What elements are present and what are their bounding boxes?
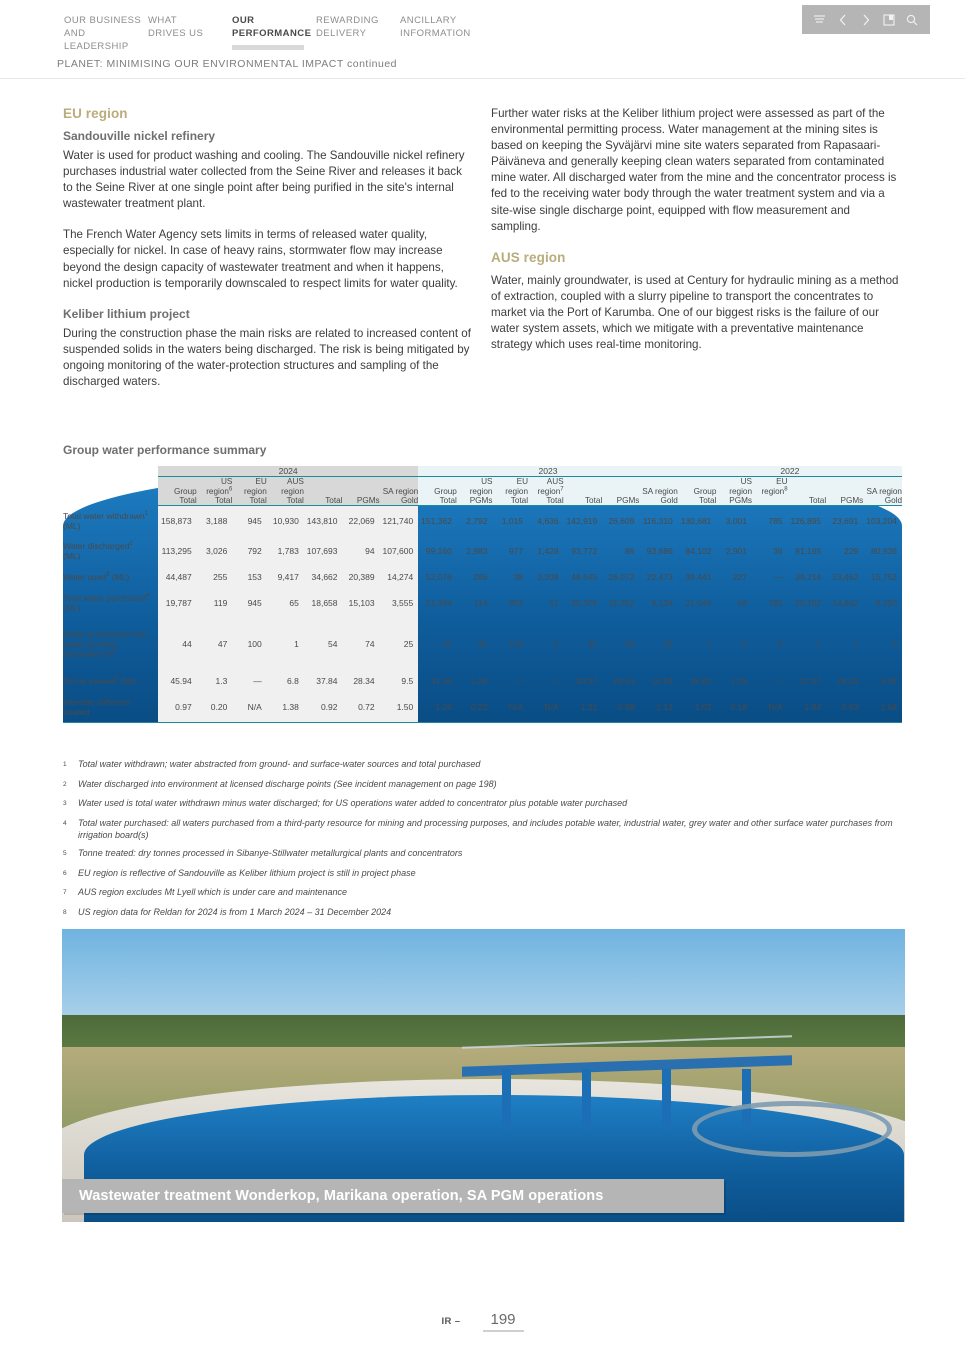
menu-icon[interactable] [811, 11, 829, 29]
region-2023-blank2 [602, 477, 639, 497]
unit-2022-3: Total [788, 496, 827, 506]
footnote-number: 3 [63, 800, 67, 807]
cell-2024-2: 153 [232, 566, 266, 588]
region-2024-sa: SA region [380, 477, 419, 497]
photo-pier [502, 1069, 511, 1129]
cell-2024-3: 10,930 [267, 506, 304, 536]
left-paragraph-1: Water is used for product washing and cooling. The Sandouville nickel refinery purchases industrial water collected from the Seine River and releases it back to the Seine River at one single point after being purified in the site's internal wastewater treatment plant. [63, 149, 465, 211]
unit-2022-0: Total [678, 496, 717, 506]
cell-2023-1: 40 [477, 638, 488, 649]
region-2024-blank1 [304, 477, 343, 497]
photo-caption [62, 1179, 724, 1213]
cell-2022-1: 0 [742, 638, 748, 649]
unit-2024-0: Total [158, 496, 197, 506]
year-header-2023: 2023 [418, 466, 678, 477]
cell-2023-2: 100 [508, 638, 524, 649]
reader-toolbar [802, 5, 930, 34]
footnote [63, 797, 908, 810]
cell-2024-3: 1,783 [267, 536, 304, 566]
left-paragraph-2: The French Water Agency sets limits in terms of released water quality, especially for nickel. In case of heavy rains, stormwater flow may increase beyond the design capacity of wastewater treatment and when it happens, nickel production is temporarily downscaled to respect limits for water quality. [63, 228, 458, 290]
footnote-text: AUS region excludes Mt Lyell which is under care and maintenance [78, 887, 347, 897]
cell-2023-2: N/A [492, 692, 528, 723]
table-footnotes [63, 758, 908, 925]
cell-2022-2: — [774, 675, 783, 686]
cell-2023-3: N/A [528, 692, 564, 723]
cell-2024-4: 18,658 [304, 588, 343, 618]
cell-2023-4: 93,772 [571, 545, 598, 556]
cell-2023-1: 2,792 [466, 515, 488, 526]
table-row [63, 566, 902, 588]
cell-2023-6: 2.13 [639, 692, 677, 723]
cell-2023-5: 26,609 [608, 515, 635, 526]
cell-2024-1: 3,026 [197, 536, 233, 566]
photo-caption-text: Wastewater treatment Wonderkop, Marikana operation, SA PGM operations [79, 1188, 604, 1204]
cell-2023-0: 21,394 [425, 597, 452, 608]
region-2022-us: US region [716, 477, 752, 497]
cell-2023-3: 4,636 [537, 515, 559, 526]
cell-2023-6: 10.53 [651, 675, 673, 686]
cell-2023-2: — [514, 675, 524, 686]
cell-2022-5: 1.68 [863, 692, 902, 723]
footnote-text: Total water purchased: all waters purchased from a third-party resource for mining and processing purposes, and includes potable water, industrial water, grey water and other surface water purchases from irrigation board(s) [78, 817, 893, 840]
cell-2023-0: 1.26 [418, 692, 457, 723]
cell-2022-3: 20,192 [795, 597, 822, 608]
footnote-text: Water discharged into environment at licensed discharge points (See incident management on page 198) [78, 778, 497, 789]
unit-2024-3: Total [267, 496, 304, 506]
cell-2022-4: 229 [844, 545, 859, 556]
cell-2024-4: 34,662 [304, 566, 343, 588]
cell-2023-3: 1,428 [537, 545, 559, 556]
unit-2022-5: Gold [863, 496, 902, 506]
cell-2024-6: 1.50 [380, 692, 419, 723]
row-label: Intensity (kl/tonne treated [63, 692, 158, 723]
cell-2024-1: 255 [197, 566, 233, 588]
cell-2023-2: 977 [508, 545, 524, 556]
region-2022-group: Group [678, 477, 717, 497]
cell-2023-5: 58 [624, 638, 635, 649]
nav-label-line1: ANCILLARY [400, 15, 457, 26]
table-row [63, 588, 902, 618]
cell-2022-3: 81,165 [795, 545, 822, 556]
cell-2022-0: 130,681 [680, 515, 712, 526]
photo-pier [582, 1069, 591, 1129]
search-icon[interactable] [903, 11, 921, 29]
cell-2023-1: 114 [473, 597, 488, 608]
region-row-spacer [63, 477, 158, 497]
cell-2023-6: 23 [663, 638, 673, 649]
cell-2024-2: — [232, 670, 266, 692]
cell-2022-0: 84,102 [685, 545, 712, 556]
cell-2024-2: 100 [232, 618, 266, 670]
cell-2022-4: 28.22 [837, 675, 859, 686]
cell-2024-0: 44,487 [158, 566, 197, 588]
footnote [63, 886, 908, 899]
prev-icon[interactable] [834, 11, 852, 29]
cell-2022-5: 15,752 [871, 571, 897, 582]
footnote-number: 2 [63, 780, 67, 788]
cell-2022-4: 23,462 [832, 571, 859, 582]
table-row [63, 692, 902, 723]
cell-2023-4: 1.21 [564, 692, 603, 723]
cell-2023-5: 15,252 [608, 597, 635, 608]
cell-2023-0: 41 [442, 638, 452, 649]
cell-2024-5: 94 [343, 536, 380, 566]
cell-2022-3: 39,214 [795, 571, 822, 582]
cell-2024-1: 1.3 [197, 670, 233, 692]
cell-2022-3: 126,895 [790, 515, 822, 526]
footnote-text: Water used is total water withdrawn minus water discharged; for US operations water added to concentrator plus potable water purchased [78, 798, 628, 808]
footnote-number: 6 [63, 869, 67, 877]
cell-2022-3: 37.57 [799, 675, 822, 686]
cell-2024-3: 65 [267, 588, 304, 618]
cell-2022-2: 36 [773, 545, 783, 556]
unit-2022-4: PGMs [826, 496, 863, 506]
cell-2022-2: 0 [777, 638, 783, 649]
footnote [63, 867, 908, 880]
table-row [63, 506, 902, 536]
footnote-number: 8 [63, 908, 67, 916]
cell-2023-3: 51 [549, 597, 559, 608]
unit-2023-3: Total [528, 496, 564, 506]
cell-2024-0: 45.94 [158, 670, 197, 692]
cell-2024-3: 6.8 [267, 670, 304, 692]
cell-2023-1: 1.28 [470, 675, 488, 686]
cell-2022-0: 21,046 [685, 597, 712, 608]
row-label: Water discharged$^2$ (ML) [63, 540, 133, 561]
cell-2023-5: 26,072 [608, 571, 635, 582]
cell-2022-1: 69 [737, 597, 748, 608]
bookmark-icon[interactable] [880, 11, 898, 29]
unit-row-spacer [63, 496, 158, 506]
table-row [63, 536, 902, 566]
footnote [63, 847, 908, 860]
cell-2022-4: 14,842 [832, 597, 859, 608]
region-2022-blank2 [826, 477, 863, 497]
nav-label-line1: WHAT [148, 15, 178, 26]
cell-2023-0: 151,362 [421, 515, 452, 526]
cell-2023-0: 41.35 [430, 675, 452, 686]
footnote-text: Tonne treated: dry tonnes processed in Sibanye-Stillwater metallurgical plants and concentrators [78, 848, 463, 858]
table-title: Group water performance summary [63, 443, 267, 457]
cell-2024-3: 1 [267, 618, 304, 670]
cell-2023-1: 286 [473, 571, 488, 582]
region-2023-aus: AUS region$^7$ [528, 477, 564, 497]
cell-2023-4: 20,376 [571, 597, 598, 608]
cell-2024-5: 22,069 [343, 506, 380, 536]
footnote-number: 7 [63, 889, 67, 896]
unit-2024-1: Total [197, 496, 233, 506]
cell-2023-4: 42 [587, 638, 598, 649]
cell-2023-5: 0.88 [602, 692, 639, 723]
nav-label-line2: AND LEADERSHIP [64, 28, 129, 52]
row-label: Total water withdrawn$^1$ (ML) [63, 510, 149, 531]
group-water-performance-table [63, 466, 902, 723]
photo-pier [662, 1069, 671, 1129]
header-divider [0, 78, 965, 79]
cell-2024-1: 3,188 [197, 506, 233, 536]
cell-2022-3: 1.04 [788, 692, 827, 723]
cell-2022-0: 1 [706, 638, 712, 649]
unit-2022-1: PGMs [716, 496, 752, 506]
cell-2024-5: 28.34 [343, 670, 380, 692]
cell-2023-6: 22,473 [646, 571, 673, 582]
unit-2023-4: Total [564, 496, 603, 506]
cell-2024-0: 158,873 [158, 506, 197, 536]
nav-underline [148, 45, 220, 50]
page-footer [0, 1311, 965, 1332]
year-header-2024: 2024 [158, 466, 418, 477]
cell-2022-0: 1.02 [678, 692, 717, 723]
region-2023-us: US region [457, 477, 493, 497]
cell-2024-6: 3,555 [380, 588, 419, 618]
cell-2024-6: 121,740 [380, 506, 419, 536]
nav-label-line2: PERFORMANCE [232, 28, 312, 39]
nav-label-line1: OUR [232, 15, 255, 26]
unit-2023-1: PGMs [457, 496, 493, 506]
table-row [63, 670, 902, 692]
region-2023-eu: EU region [492, 477, 528, 497]
table-row [63, 618, 902, 670]
cell-2024-5: 74 [343, 618, 380, 670]
cell-2023-6: 5,124 [651, 597, 673, 608]
nav-label-line1: REWARDING [316, 15, 379, 26]
nav-label-line2: DRIVES US [148, 28, 204, 39]
region-2022-eu: EU region$^8$ [752, 477, 788, 497]
nav-label-line1: OUR BUSINESS [64, 15, 142, 26]
cell-2022-5: 80,936 [871, 545, 897, 556]
footnote-number: 1 [63, 761, 67, 768]
cell-2023-3: 3,208 [537, 571, 559, 582]
keliber-subheading: Keliber lithium project [63, 306, 190, 321]
footnote-text: EU region is reflective of Sandouville as Keliber lithium project is still in project phase [78, 867, 416, 878]
cell-2022-5: 9.35 [880, 675, 897, 686]
footnote [63, 758, 908, 771]
cell-2024-1: 47 [197, 618, 233, 670]
cell-2024-2: 945 [232, 588, 266, 618]
running-head: PLANET: MINIMISING OUR ENVIRONMENTAL IMPACT continued [57, 58, 398, 70]
cell-2024-6: 9.5 [380, 670, 419, 692]
cell-2024-4: 37.84 [304, 670, 343, 692]
unit-2023-2: Total [492, 496, 528, 506]
cell-2024-5: 0.72 [343, 692, 380, 723]
cell-2024-2: 945 [232, 506, 266, 536]
row-label: Tonne treated$^5$ (Mt) [63, 675, 136, 686]
cell-2022-2: N/A [752, 692, 788, 723]
cell-2024-4: 107,693 [304, 536, 343, 566]
cell-2022-1: 227 [732, 571, 748, 582]
page-number: 199 [483, 1311, 524, 1332]
cell-2023-1: 0.22 [457, 692, 493, 723]
cell-2024-0: 0.97 [158, 692, 197, 723]
region-2024-aus: AUS region [267, 477, 304, 497]
nav-underline [316, 45, 388, 50]
aus-region-heading: AUS region [491, 249, 566, 265]
eu-region-heading: EU region [63, 106, 128, 121]
unit-2024-5: PGMs [343, 496, 380, 506]
cell-2022-5: 103,204 [866, 515, 897, 526]
region-2023-blank1 [564, 477, 603, 497]
cell-2022-4: 23,691 [832, 515, 859, 526]
corner-cell [63, 466, 158, 477]
unit-2024-4: Total [304, 496, 343, 506]
cell-2022-0: 39,441 [685, 571, 712, 582]
region-2023-group: Group [418, 477, 457, 497]
cell-2024-2: 792 [232, 536, 266, 566]
region-2024-group: Group [158, 477, 197, 497]
region-2024-us: US region$^6$ [197, 477, 233, 497]
cell-2024-4: 143,810 [304, 506, 343, 536]
nav-item-ancillary-information[interactable] [400, 14, 484, 71]
right-paragraph-2: Water, mainly groundwater, is used at Century for hydraulic mining as a method of extraction, coupled with a slurry pipeline to transport the concentrates to market via the Port of Karumba. One of our biggest risks is the failure of our water system assets, which we mitigate with a preventative maintenance strategy which uses real-time monitoring. [491, 273, 899, 352]
unit-2024-6: Gold [380, 496, 419, 506]
year-header-2022: 2022 [678, 466, 902, 477]
cell-2023-0: 99,160 [425, 545, 452, 556]
cell-2023-4: 142,919 [566, 515, 598, 526]
cell-2022-2: 785 [768, 515, 783, 526]
cell-2022-2: 785 [768, 597, 783, 608]
footnote [63, 906, 908, 919]
cell-2023-1: 2,983 [466, 545, 488, 556]
cell-2024-4: 54 [304, 618, 343, 670]
cell-2024-5: 15,103 [343, 588, 380, 618]
cell-2023-4: 48,545 [571, 571, 598, 582]
cell-2022-4: 0.83 [826, 692, 863, 723]
cell-2024-0: 113,295 [158, 536, 197, 566]
nav-label-line2: INFORMATION [400, 28, 471, 39]
cell-2023-4: 40.07 [575, 675, 598, 686]
cell-2022-1: 3,001 [725, 515, 748, 526]
cell-2024-4: 0.92 [304, 692, 343, 723]
footnote-text: Total water withdrawn; water abstracted from ground- and surface-water sources and total purchased [78, 759, 481, 769]
cell-2024-6: 14,274 [380, 566, 419, 588]
nav-label-line2: DELIVERY [316, 28, 367, 39]
footnote-number: 4 [63, 819, 67, 827]
cell-2023-5: 29.54 [613, 675, 635, 686]
cell-2024-0: 19,787 [158, 588, 197, 618]
cell-2024-2: N/A [232, 692, 266, 723]
footnote-text: US region data for Reldan for 2024 is from 1 March 2024 – 31 December 2024 [78, 906, 392, 917]
cell-2024-6: 25 [380, 618, 419, 670]
nav-active-underline [232, 45, 304, 50]
footnote-number: 5 [63, 850, 67, 857]
cell-2024-3: 1.38 [267, 692, 304, 723]
cell-2022-3: 1 [816, 638, 822, 649]
cell-2024-1: 0.20 [197, 692, 233, 723]
cell-2022-5: 5,350 [875, 597, 897, 608]
region-2024-blank2 [343, 477, 380, 497]
cell-2023-2: 853 [508, 597, 524, 608]
footer-report-label: IR – [441, 1316, 461, 1327]
row-label: Water used$^3$ (ML) [63, 571, 130, 582]
cell-2023-2: 1,015 [501, 515, 524, 526]
footnote [63, 778, 908, 791]
unit-2024-2: Total [232, 496, 266, 506]
next-icon[interactable] [857, 11, 875, 29]
nav-underline [400, 45, 472, 50]
cell-2023-3: — [550, 675, 559, 686]
cell-2024-5: 20,389 [343, 566, 380, 588]
unit-2022-2 [752, 496, 788, 506]
unit-2023-0: Total [418, 496, 457, 506]
cell-2022-1: 0.18 [716, 692, 752, 723]
cell-2022-1: 1.25 [730, 675, 748, 686]
right-text-column [491, 106, 900, 353]
left-text-column [63, 106, 472, 390]
cell-2022-4: 1 [853, 638, 859, 649]
unit-2023-6: Gold [639, 496, 677, 506]
cell-2022-1: 2,901 [725, 545, 748, 556]
cell-2024-3: 9,417 [267, 566, 304, 588]
table-year-row [63, 466, 902, 477]
cell-2023-2: 38 [513, 571, 524, 582]
cell-2024-1: 119 [197, 588, 233, 618]
region-2023-sa: SA region [639, 477, 677, 497]
cell-2023-3: 2 [553, 638, 559, 649]
row-label: Total water purchased$^4$ (ML) [63, 592, 150, 613]
unit-2023-5: PGMs [602, 496, 639, 506]
region-2024-eu: EU region [232, 477, 266, 497]
cell-2023-6: 93,686 [646, 545, 673, 556]
footnote [63, 817, 908, 841]
sandouville-subheading: Sandouville nickel refinery [63, 129, 216, 143]
cell-2023-6: 116,310 [642, 515, 673, 526]
right-paragraph-1: Further water risks at the Keliber lithium project were assessed as part of the environmental permitting process. Water management at the mining sites is based on keeping the Syväjärvi mine site waters separated from Rapasaari-Päiväneva and generally keeping clean waters separated from contaminated mine water. All discharged water from the mine and the concentrator process is fed to the receiving water body through the water treatment system and via a site-wise single discharge point, equipped with flow measurement and sampling. [491, 107, 897, 233]
cell-2024-0: 44 [158, 618, 197, 670]
cell-2022-2: — [774, 571, 783, 582]
cell-2023-5: 86 [624, 545, 635, 556]
cell-2024-6: 107,600 [380, 536, 419, 566]
cell-2022-5: 0 [892, 638, 897, 649]
region-2022-blank1 [788, 477, 827, 497]
region-2022-sa: SA region [863, 477, 902, 497]
photo-clarifier-ring [692, 1101, 892, 1157]
table-region-row [63, 477, 902, 497]
left-paragraph-3: During the construction phase the main risks are related to increased content of suspended solids in the waters being discharged. The risk is being mitigated by ongoing monitoring of the water-protection structures and sampling of the discharged waters. [63, 326, 471, 389]
row-label: Water purchased from water services authorities %$^5$ [63, 628, 147, 659]
cell-2022-0: 38.82 [690, 675, 712, 686]
cell-2023-0: 52,076 [425, 571, 452, 582]
table-unit-row [63, 496, 902, 506]
